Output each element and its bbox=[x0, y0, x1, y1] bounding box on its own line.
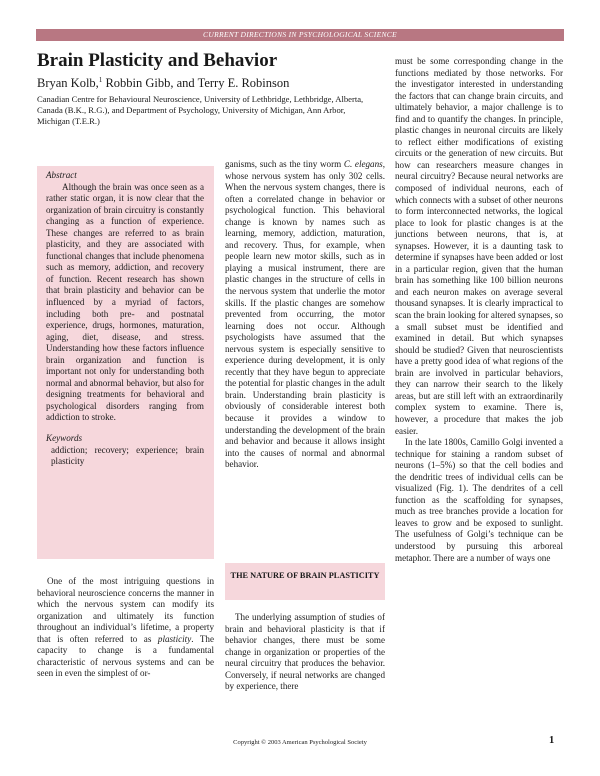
article-authors bbox=[37, 76, 289, 91]
author-affiliation: Canadian Centre for Behavioural Neuroscience, University of Lethbridge, Lethbridge, Alberta, Canada (B.K., R.G.), and Department of Psychology, University of Michigan, Ann Arbor, Michigan (T.E.R.) bbox=[37, 94, 364, 127]
keywords-label: Keywords bbox=[46, 433, 83, 444]
article-title: Brain Plasticity and Behavior bbox=[37, 50, 278, 71]
abstract-text: Although the brain was once seen as a rather static organ, it is now clear that the organization of brain circuitry is constantly changing as a function of experience. These changes are referred to as brain plasticity, and they are associated with functional changes that include phenomena such as memory, addiction, and recovery of function. Recent research has shown that brain plasticity and behavior can be influenced by a myriad of factors, including both pre- and postnatal experience, drugs, hormones, maturation, aging, diet, disease, and stress. Understanding how these factors influence brain organization and function is important not only for understanding both normal and abnormal behavior, but also for designing treatments for behavioral and psychological disorders ranging from addiction to stroke. bbox=[46, 181, 204, 423]
journal-banner: CURRENT DIRECTIONS IN PSYCHOLOGICAL SCIENCE bbox=[36, 29, 564, 41]
col2-text-start: ganisms, such as the tiny worm bbox=[225, 159, 344, 169]
col3-paragraph-1: must be some corresponding change in the functions mediated by those networks. For the investigator interested in understanding the factors that can change brain circuits, and ultimately behavior, a major challenge is to find and to quantify the changes. In principle, plastic changes in neuronal circuits are likely to reflect either modifications of existing circuits or the generation of new circuits. But how can researchers measure changes in neural circuitry? Because neural networks are composed of individual neurons, each of which connects with a subset of other neurons to form interconnected networks, the logical place to look for plastic changes is at the junctions between neurons, that is, at synapses. However, it is a daunting task to determine if synapses have been added or lost in a particular region, given that the human brain has something like 100 billion neurons and each neuron makes on average several thousand synapses. It is clearly impractical to scan the brain looking for altered synapses, so a small subset must be identified and examined in detail. But which synapses should be studied? Given that neuroscientists have a pretty good idea of what regions of the brain are involved in particular behaviors, they can narrow their search to the likely areas, but are still left with an extraordinarily complex system to examine. There is, however, a procedure that makes the job easier. bbox=[395, 56, 563, 436]
col2-text-end: , whose nervous system has only 302 cells. When the nervous system changes, there is often a correlated change in behavior or psychological function. This behavioral change is known by names such as learning, memory, addiction, maturation, and recovery. Thus, for example, when people learn new motor skills, such as in playing a musical instrument, there are plastic changes in the structure of cells in the nervous system that underlie the motor skills. If the plastic changes are somehow prevented from occurring, the motor learning does not occur. Although psychologists have assumed that the nervous system is especially sensitive to experience during development, it is only recently that they have begun to appreciate the potential for plastic changes in the adult brain. Understanding brain plasticity is obviously of considerable interest both because it provides a window to understanding the development of the brain and behavior and because it allows insight into the causes of normal and abnormal behavior. bbox=[225, 159, 385, 470]
intro-text-end: . The capacity to change is a fundamental characteristic of nervous systems and can be seen in even the simplest of or- bbox=[37, 633, 214, 679]
col3-paragraph-2: In the late 1800s, Camillo Golgi invented a technique for staining a random subset of neurons (1–5%) so that the cell bodies and the dendritic trees of individual cells can be visualized (Fig. 1). The dendrites of a cell function as the scaffolding for synapses, much as tree branches provide a location for leaves to grow and be exposed to sunlight. The usefulness of Golgi’s technique can be understood by pursuing this arboreal metaphor. There are a number of ways one bbox=[395, 437, 563, 563]
abstract-box bbox=[37, 166, 214, 559]
body-column-1 bbox=[37, 576, 214, 680]
species-name: C. elegans bbox=[343, 159, 383, 169]
body-column-3 bbox=[395, 56, 563, 564]
authors-first: Bryan Kolb, bbox=[37, 76, 99, 91]
section-body-start bbox=[225, 612, 385, 693]
continued-paragraph bbox=[225, 159, 385, 471]
abstract-label: Abstract bbox=[46, 170, 77, 180]
copyright-footer: Copyright © 2003 American Psychological Society bbox=[233, 739, 367, 746]
authors-rest: Robbin Gibb, and Terry E. Robinson bbox=[102, 76, 290, 91]
keywords-text: addiction; recovery; experience; brain plasticity bbox=[51, 444, 204, 467]
intro-emphasis: plasticity bbox=[157, 633, 192, 644]
intro-text-start: One of the most intriguing questions in behavioral neuroscience concerns the manner in which the nervous system can modify its organization and ultimately its function throughout an individual’s lifetime, a property that is often referred to as bbox=[37, 576, 214, 644]
section-heading: THE NATURE OF BRAIN PLASTICITY bbox=[225, 563, 385, 600]
section-paragraph: The underlying assumption of studies of brain and behavioral plasticity is that if behavior changes, there must be some change in organization or properties of the neural circuitry that produces the behavior. Conversely, if neural networks are changed by experience, there bbox=[225, 612, 385, 692]
author-footnote-marker: 1 bbox=[98, 76, 103, 84]
body-column-2 bbox=[225, 159, 385, 471]
intro-paragraph bbox=[37, 576, 214, 680]
page-number: 1 bbox=[549, 735, 555, 746]
